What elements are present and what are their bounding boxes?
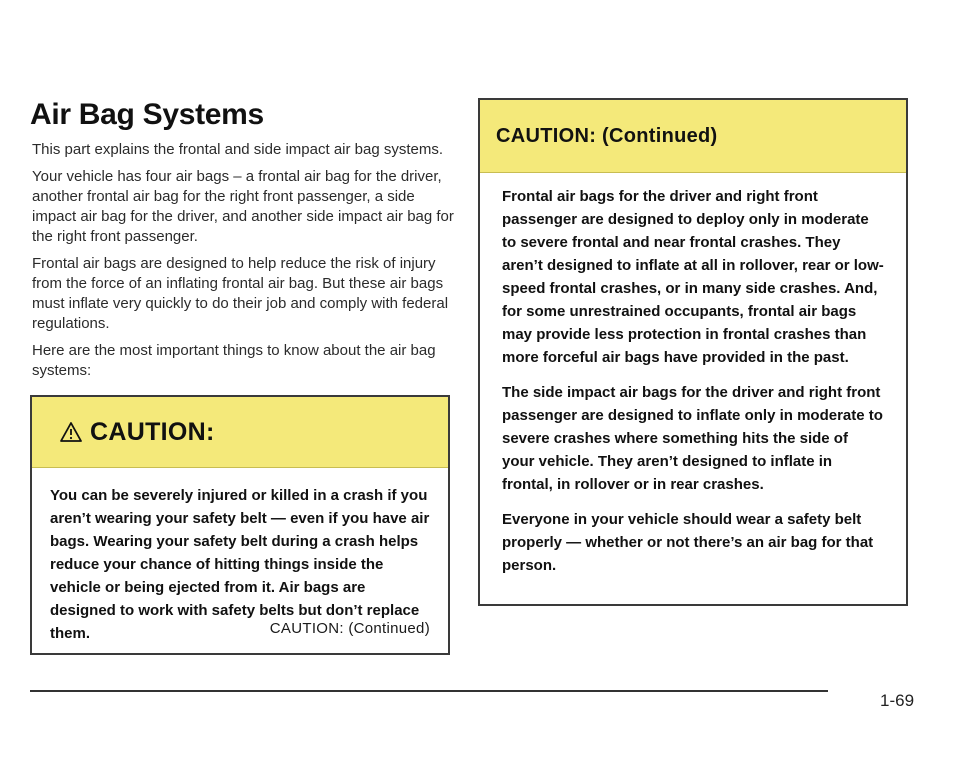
safety-belt-caution: Everyone in your vehicle should wear a safety belt properly — whether or not there’s an air bag for that person. [502, 511, 874, 574]
caution-body [32, 468, 448, 645]
side-airbag-caution: The side impact air bags for the driver and right front passenger are designed to inflate only in moderate to severe crashes where something hits the side of your vehicle. They aren’t designed to inflate in frontal, in rollover or in rear crashes. [502, 384, 883, 493]
caution-continued-label: CAUTION: (Continued) [269, 620, 430, 637]
left-column [30, 98, 460, 655]
caution-continued-heading: CAUTION: (Continued) [496, 124, 718, 147]
caution-continued-body [480, 173, 906, 577]
caution-box-left [30, 395, 450, 655]
caution-box-right [478, 98, 908, 606]
intro-paragraph: This part explains the frontal and side impact air bag systems. [32, 141, 444, 158]
warning-triangle-icon [60, 422, 82, 442]
important-things-paragraph: Here are the most important things to know about the air bag systems: [32, 342, 436, 379]
airbag-count-paragraph: Your vehicle has four air bags – a frontal air bag for the driver, another frontal air bag for the right front passenger, a side impact air bag for the driver, and another side impact air bag for the right front passenger. [32, 168, 454, 245]
caution-heading: CAUTION: [90, 417, 215, 446]
right-column [478, 98, 910, 606]
footer-rule [30, 690, 828, 692]
page-number: 1-69 [880, 691, 915, 710]
inflation-paragraph: Frontal air bags are designed to help reduce the risk of injury from the force of an inflating frontal air bag. But these air bags must inflate very quickly to do their job and comply with federal regulations. [32, 255, 449, 332]
caution-header [32, 397, 448, 468]
section-title: Air Bag Systems [30, 98, 264, 131]
caution-continued-header [480, 100, 906, 173]
frontal-airbag-caution: Frontal air bags for the driver and right front passenger are designed to deploy only in moderate to severe frontal and near frontal crashes. They aren’t designed to inflate at all in rollover, rear or low-speed frontal crashes, or in many side crashes. And, for some unrestrained occupants, frontal air bags may provide less protection in frontal crashes than more forceful air bags have provided in the past. [502, 188, 884, 366]
caution-text: You can be severely injured or killed in a crash if you aren’t wearing your safety belt — even if you have air bags. Wearing your safety belt during a crash helps reduce your chance of hitting things inside the vehicle or being ejected from it. Air bags are designed to work with safety belts but don’t replace them. [50, 487, 430, 642]
